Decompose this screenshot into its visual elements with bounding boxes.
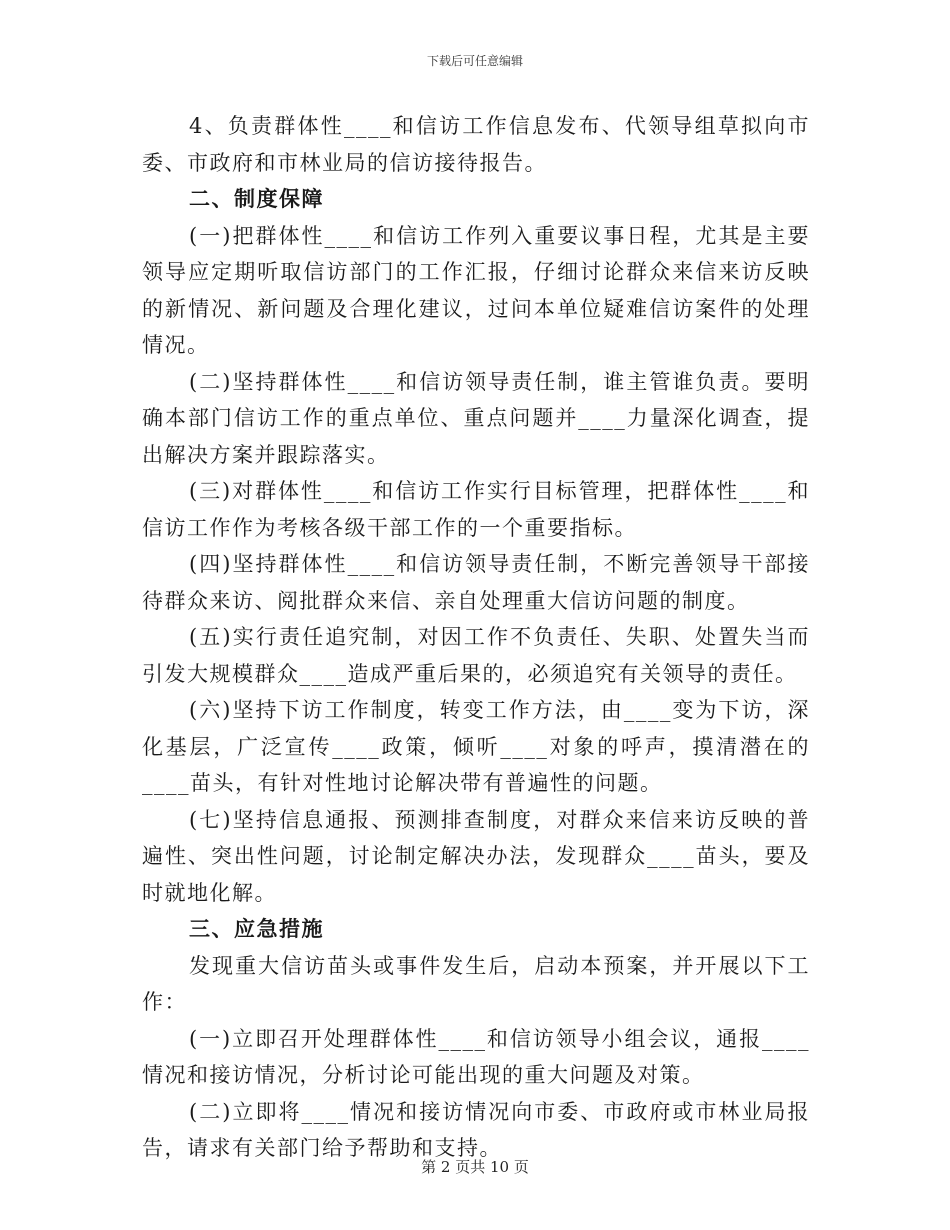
page-header: 下载后可任意编辑 [426, 54, 523, 68]
paragraph-7: (七)坚持信息通报、预测排查制度，对群众来信来访反映的普遍性、突出性问题，讨论制定解决办法，发现群众____苗头，要及时就地化解。 [142, 807, 810, 905]
document-body [142, 108, 810, 1167]
paragraph-2: (二)坚持群体性____和信访领导责任制，谁主管谁负责。要明确本部门信访工作的重点单位、重点问题并____力量深化调查，提出解决方案并跟踪落实。 [142, 369, 810, 467]
paragraph-6: (六)坚持下访工作制度，转变工作方法，由____变为下访，深化基层，广泛宣传____政策，倾听____对象的呼声，摸清潜在的____苗头，有针对性地讨论解决带有普遍性的问题。 [142, 698, 810, 795]
section-heading-system-guarantee: 二、制度保障 [189, 186, 324, 211]
paragraph-1: (一)把群体性____和信访工作列入重要议事日程，尤其是主要领导应定期听取信访部门的工作汇报，仔细讨论群众来信来访反映的新情况、新问题及合理化建议，过问本单位疑难信访案件的处理情况。 [142, 223, 810, 357]
paragraph-5: (五)实行责任追究制，对因工作不负责任、失职、处置失当而引发大规模群众____造成严重后果的，必须追究有关领导的责任。 [142, 625, 810, 686]
paragraph-item-4: 4、负责群体性____和信访工作信息发布、代领导组草拟向市委、市政府和市林业局的信访接待报告。 [142, 114, 810, 175]
page-footer: 第 2 页共 10 页 [421, 1158, 529, 1176]
paragraph-8: 发现重大信访苗头或事件发生后，启动本预案，并开展以下工作： [142, 953, 810, 1014]
paragraph-3: (三)对群体性____和信访工作实行目标管理，把群体性____和信访工作作为考核各级干部工作的一个重要指标。 [142, 479, 810, 540]
section-heading-emergency-measures: 三、应急措施 [189, 916, 324, 941]
paragraph-10: (二)立即将____情况和接访情况向市委、市政府或市林业局报告，请求有关部门给予帮助和支持。 [142, 1099, 810, 1160]
paragraph-9: (一)立即召开处理群体性____和信访领导小组会议，通报____情况和接访情况，分析讨论可能出现的重大问题及对策。 [142, 1026, 810, 1087]
paragraph-4: (四)坚持群体性____和信访领导责任制，不断完善领导干部接待群众来访、阅批群众来信、亲自处理重大信访问题的制度。 [142, 552, 810, 613]
